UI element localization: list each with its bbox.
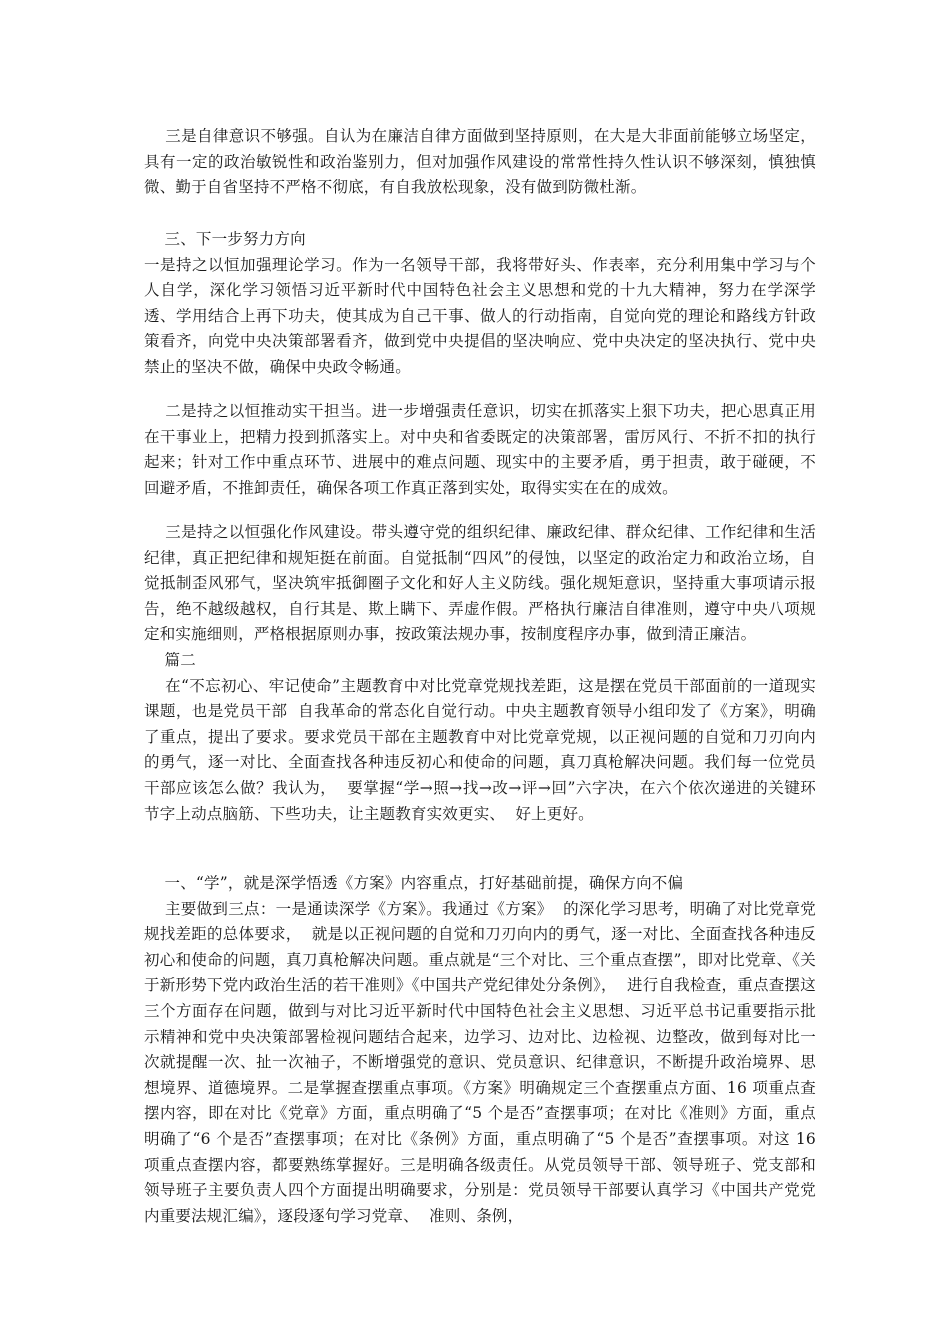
paragraph-study-the-plan: 一、“学”，就是深学悟透《方案》内容重点，打好基础前提，确保方向不偏 主要做到三点：一是通读深学《方案》。我通过《方案》 的深化学习思考，明确了对比党章党规找差距的总体要求， 就是以正视问题的自觉和刀刃向内的勇气，逐一对比、全面查找各种违反初心和使命的问题，真刀真枪解决问题。重点就是“三个对比、三个重点查摆”，即对比党章、《关于新形势下党内政治生活的若干准则》《中国共产党纪律处分条例》， 进行自我检查，重点查摆这三个方面存在问题，做到与对比习近平新时代中国特色社会主义思想、习近平总书记重要指示批示精神和党中央决策部署检视问题结合起来，边学习、边对比、边检视、边整改，做到每对比一次就提醒一次、扯一次袖子，不断增强党的意识、党员意识、纪律意识，不断提升政治境界、思想境界、道德境界。二是掌握查摆重点事项。《方案》明确规定三个查摆重点方面、16 项重点查摆内容，即在对比《党章》方面，重点明确了“5 个是否”查摆事项；在对比《准则》方面，重点明确了“6 个是否”查摆事项；在对比《条例》方面，重点明确了“5 个是否”查摆事项。对这 16 项重点查摆内容，都要熟练掌握好。三是明确各级责任。从党员领导干部、领导班子、党支部和领导班子主要负责人四个方面提出明确要求，分别是：党员领导干部要认真学习《中国共产党党内重要法规汇编》，逐段逐句学习党章、 准则、条例， xyxy=(144,874,816,1225)
paragraph-next-steps-theory-study: 三、下一步努力方向 一是持之以恒加强理论学习。作为一名领导干部，我将带好头、作表率，充分利用集中学习与个人自学，深化学习领悟习近平新时代中国特色社会主义思想和党的十九大精神，努力在学深学透、学用结合上再下功夫，使其成为自己干事、做人的行动指南，自觉向党的理论和路线方针政策看齐，向党中央决策部署看齐，做到党中央提倡的坚决响应、党中央决定的坚决执行、党中央禁止的坚决不做，确保中央政令畅通。 xyxy=(144,230,816,376)
paragraph-work-style-and-part-two: 三是持之以恒强化作风建设。带头遵守党的组织纪律、廉政纪律、群众纪律、工作纪律和生活纪律，真正把纪律和规矩挺在前面。自觉抵制“四风”的侵蚀，以坚定的政治定力和政治立场，自觉抵制歪风邪气，坚决筑牢抵御圈子文化和好人主义防线。强化规矩意识，坚持重大事项请示报告，绝不越级越权，自行其是、欺上瞒下、弄虚作假。严格执行廉洁自律准则，遵守中央八项规定和实施细则，严格根据原则办事，按政策法规办事，按制度程序办事，做到清正廉洁。 篇二 在“不忘初心、牢记使命”主题教育中对比党章党规找差距，这是摆在党员干部面前的一道现实课题，也是党员干部 自我革命的常态化自觉行动。中央主题教育领导小组印发了《方案》，明确了重点，提出了要求。要求党员干部在主题教育中对比党章党规，以正视问题的自觉和刀刃向内的勇气，逐一对比、全面查找各种违反初心和使命的问题，真刀真枪解决问题。我们每一位党员干部应该怎么做？我认为， 要掌握“学→照→找→改→评→回”六字决，在六个依次递进的关键环节字上动点脑筋、下些功夫，让主题教育实效更实、 好上更好。 xyxy=(144,523,816,823)
paragraph-practical-responsibility: 二是持之以恒推动实干担当。进一步增强责任意识，切实在抓落实上狠下功夫，把心思真正用在干事业上，把精力投到抓落实上。对中央和省委既定的决策部署，雷厉风行、不折不扣的执行起来；针对工作中重点环节、进展中的难点问题、现实中的主要矛盾，勇于担责，敢于碰硬，不回避矛盾，不推卸责任，确保各项工作真正落到实处，取得实实在在的成效。 xyxy=(144,402,816,497)
paragraph-self-discipline: 三是自律意识不够强。自认为在廉洁自律方面做到坚持原则，在大是大非面前能够立场坚定，具有一定的政治敏锐性和政治鉴别力，但对加强作风建设的常常性持久性认识不够深刻，慎独慎微、勤于自省坚持不严格不彻底，有自我放松现象，没有做到防微杜渐。 xyxy=(144,127,816,197)
